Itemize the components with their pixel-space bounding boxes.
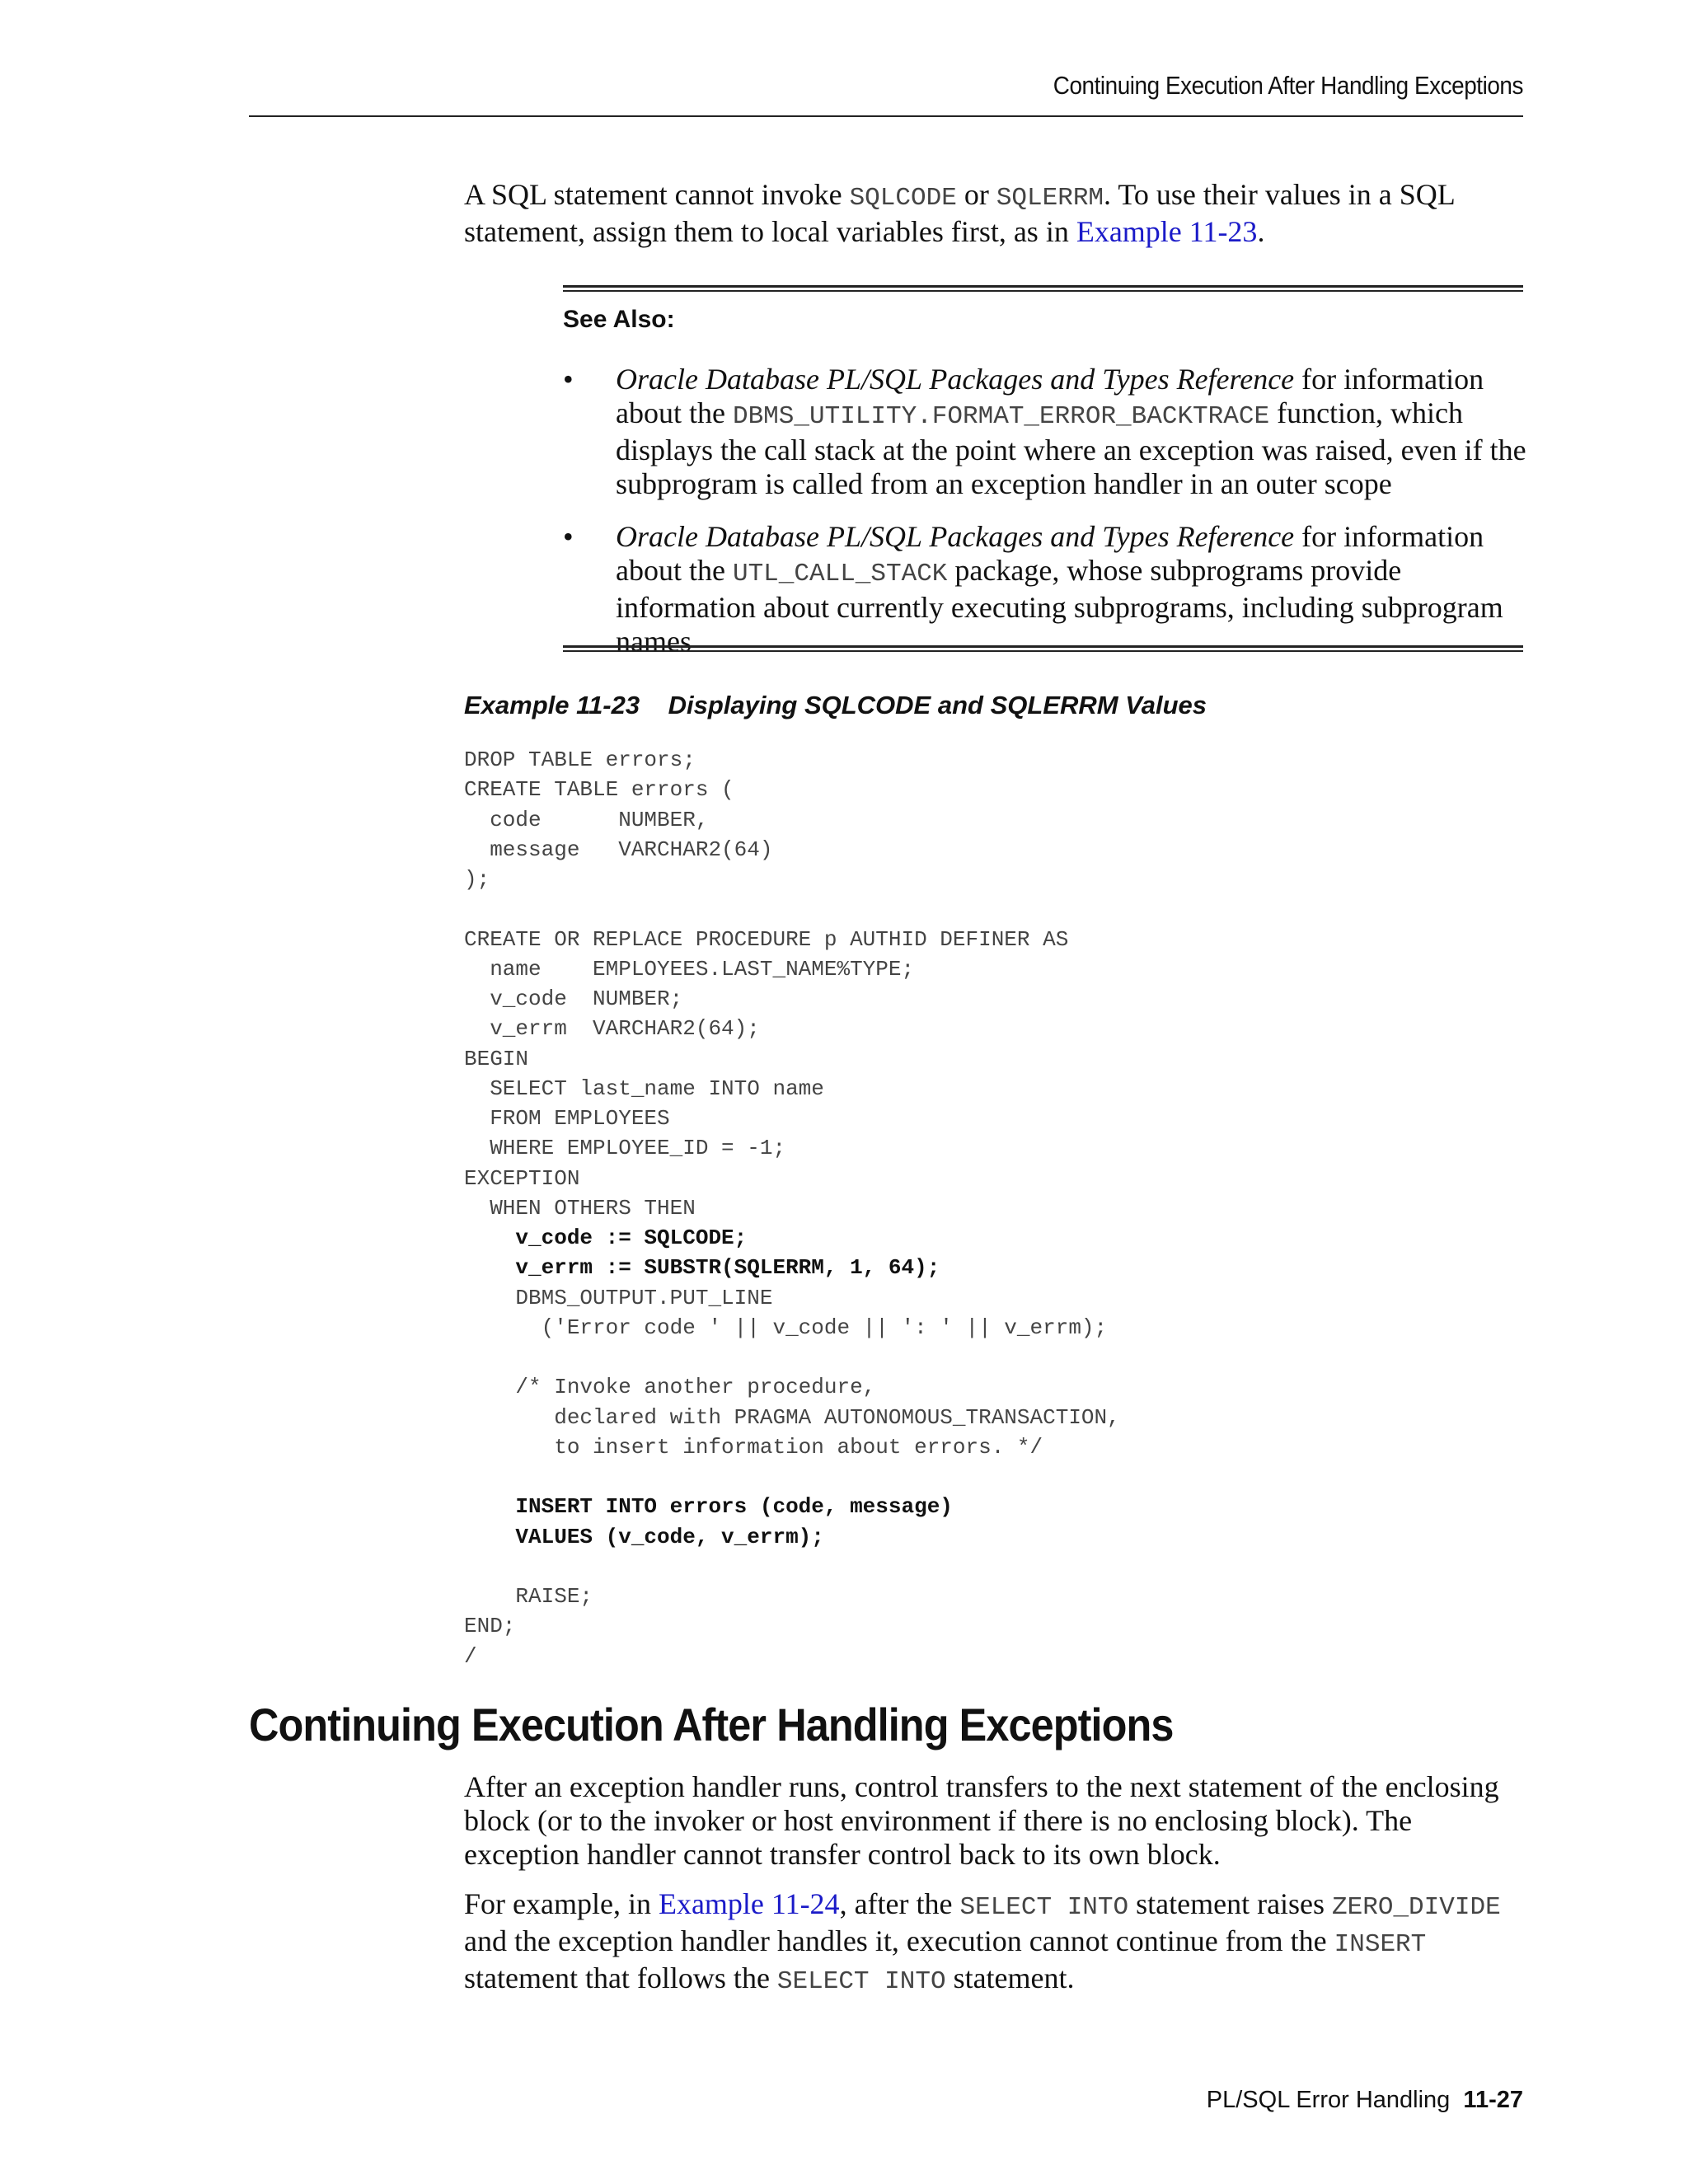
see-also-code: DBMS_UTILITY.FORMAT_ERROR_BACKTRACE bbox=[732, 402, 1270, 431]
code-line: /* Invoke another procedure, bbox=[464, 1375, 876, 1400]
example-caption-number: Example 11-23 bbox=[464, 691, 640, 719]
see-also-top-rule bbox=[563, 285, 1523, 292]
see-also-text-1: for information about the bbox=[616, 363, 1484, 429]
code-line: EXCEPTION bbox=[464, 1165, 580, 1191]
code-line bbox=[464, 894, 1120, 924]
para2-code-select-into-2: SELECT INTO bbox=[776, 1967, 946, 1996]
code-line: END; bbox=[464, 1614, 516, 1639]
para2-code-zero-divide: ZERO_DIVIDE bbox=[1332, 1893, 1501, 1922]
para2-text-4: and the exception handler handles it, execution cannot continue from the bbox=[464, 1924, 1334, 1957]
code-line bbox=[464, 1552, 1120, 1582]
para2-text-6: statement. bbox=[945, 1961, 1075, 1994]
intro-code-sqlerrm: SQLERRM bbox=[996, 184, 1104, 213]
reference-title-link[interactable]: Oracle Database PL/SQL Packages and Types Reference bbox=[616, 520, 1295, 553]
code-line: v_errm VARCHAR2(64); bbox=[464, 1016, 760, 1042]
see-also-text-2: package, whose subprograms provide information about currently executing subprograms, including subprogram names bbox=[616, 554, 1503, 658]
see-also-heading: See Also: bbox=[563, 306, 675, 333]
running-footer bbox=[249, 2087, 1523, 2114]
see-also-item bbox=[563, 520, 1527, 658]
intro-text-4: . bbox=[1257, 215, 1265, 248]
example-11-23-link[interactable]: Example 11-23 bbox=[1076, 215, 1258, 248]
intro-text-2: or bbox=[956, 178, 996, 211]
code-line: SELECT last_name INTO name bbox=[464, 1076, 824, 1101]
see-also-code: UTL_CALL_STACK bbox=[732, 560, 948, 588]
code-line: v_code NUMBER; bbox=[464, 987, 683, 1011]
see-also-item-text bbox=[616, 363, 1531, 501]
code-line: code NUMBER, bbox=[464, 807, 709, 832]
code-line: declared with PRAGMA AUTONOMOUS_TRANSACTION, bbox=[464, 1404, 1120, 1430]
code-line-highlighted: v_code := SQLCODE; bbox=[464, 1226, 748, 1250]
code-line: message VARCHAR2(64) bbox=[464, 837, 773, 862]
example-11-24-link[interactable]: Example 11-24 bbox=[658, 1887, 840, 1920]
see-also-text-2: function, which displays the call stack at the point where an exception was raised, even if the subprogram is called from an exception handler in an outer scope bbox=[616, 396, 1526, 500]
code-line: ('Error code ' || v_code || ': ' || v_errm); bbox=[464, 1315, 1108, 1340]
page-number: 11-27 bbox=[1463, 2087, 1523, 2113]
code-line bbox=[464, 1462, 1120, 1492]
see-also-item-text bbox=[616, 520, 1531, 658]
see-also-item bbox=[563, 363, 1527, 501]
code-line: WHERE EMPLOYEE_ID = -1; bbox=[464, 1136, 786, 1161]
intro-text-3: . To use their values in a SQL statement, assign them to local variables first, as in bbox=[464, 178, 1455, 248]
para2-text-1: For example, in bbox=[464, 1887, 659, 1920]
header-rule bbox=[249, 115, 1523, 117]
code-line bbox=[464, 1343, 1120, 1372]
para2-text-5: statement that follows the bbox=[464, 1961, 777, 1994]
section-heading: Continuing Execution After Handling Exceptions bbox=[249, 1699, 1174, 1750]
intro-code-sqlcode: SQLCODE bbox=[849, 184, 957, 213]
code-line-highlighted: v_errm := SUBSTR(SQLERRM, 1, 64); bbox=[464, 1255, 940, 1281]
code-line: CREATE OR REPLACE PROCEDURE p AUTHID DEFINER AS bbox=[464, 926, 1069, 952]
intro-text-1: A SQL statement cannot invoke bbox=[464, 178, 850, 211]
code-line: CREATE TABLE errors ( bbox=[464, 777, 734, 803]
code-line: / bbox=[464, 1643, 477, 1669]
code-line-highlighted: INSERT INTO errors (code, message) bbox=[464, 1494, 953, 1520]
code-line: ); bbox=[464, 867, 490, 892]
reference-title-link[interactable]: Oracle Database PL/SQL Packages and Types Reference bbox=[616, 363, 1295, 396]
code-line: DROP TABLE errors; bbox=[464, 748, 696, 772]
see-also-bottom-rule bbox=[563, 645, 1523, 652]
section-paragraph-1: After an exception handler runs, control transfers to the next statement of the enclosing block (or to the invoker or host environment if there is no enclosing block). The exception handler cannot transfer control back to its own block. bbox=[464, 1770, 1499, 1871]
example-caption-title: Displaying SQLCODE and SQLERRM Values bbox=[668, 691, 1207, 719]
para2-code-insert: INSERT bbox=[1334, 1930, 1427, 1959]
running-header: Continuing Execution After Handling Exceptions bbox=[1053, 71, 1523, 100]
code-line: RAISE; bbox=[464, 1584, 593, 1609]
code-line-highlighted: VALUES (v_code, v_errm); bbox=[464, 1524, 824, 1549]
para2-text-2: , after the bbox=[839, 1887, 960, 1920]
code-line: name EMPLOYEES.LAST_NAME%TYPE; bbox=[464, 956, 915, 982]
bullet-icon: • bbox=[563, 363, 574, 396]
intro-paragraph bbox=[464, 178, 1527, 249]
footer-chapter-title: PL/SQL Error Handling bbox=[1206, 2087, 1451, 2113]
para2-text-3: statement raises bbox=[1128, 1887, 1333, 1920]
section-paragraph-2 bbox=[464, 1887, 1527, 1999]
para2-code-select-into: SELECT INTO bbox=[959, 1893, 1129, 1922]
code-line: BEGIN bbox=[464, 1046, 529, 1071]
code-line: to insert information about errors. */ bbox=[464, 1434, 1043, 1460]
code-line: DBMS_OUTPUT.PUT_LINE bbox=[464, 1285, 773, 1310]
code-line: WHEN OTHERS THEN bbox=[464, 1195, 696, 1221]
example-caption bbox=[464, 691, 1207, 720]
code-line: FROM EMPLOYEES bbox=[464, 1106, 670, 1131]
see-also-text-1: for information about the bbox=[616, 520, 1484, 587]
code-listing bbox=[464, 745, 1120, 1671]
bullet-icon: • bbox=[563, 520, 574, 553]
